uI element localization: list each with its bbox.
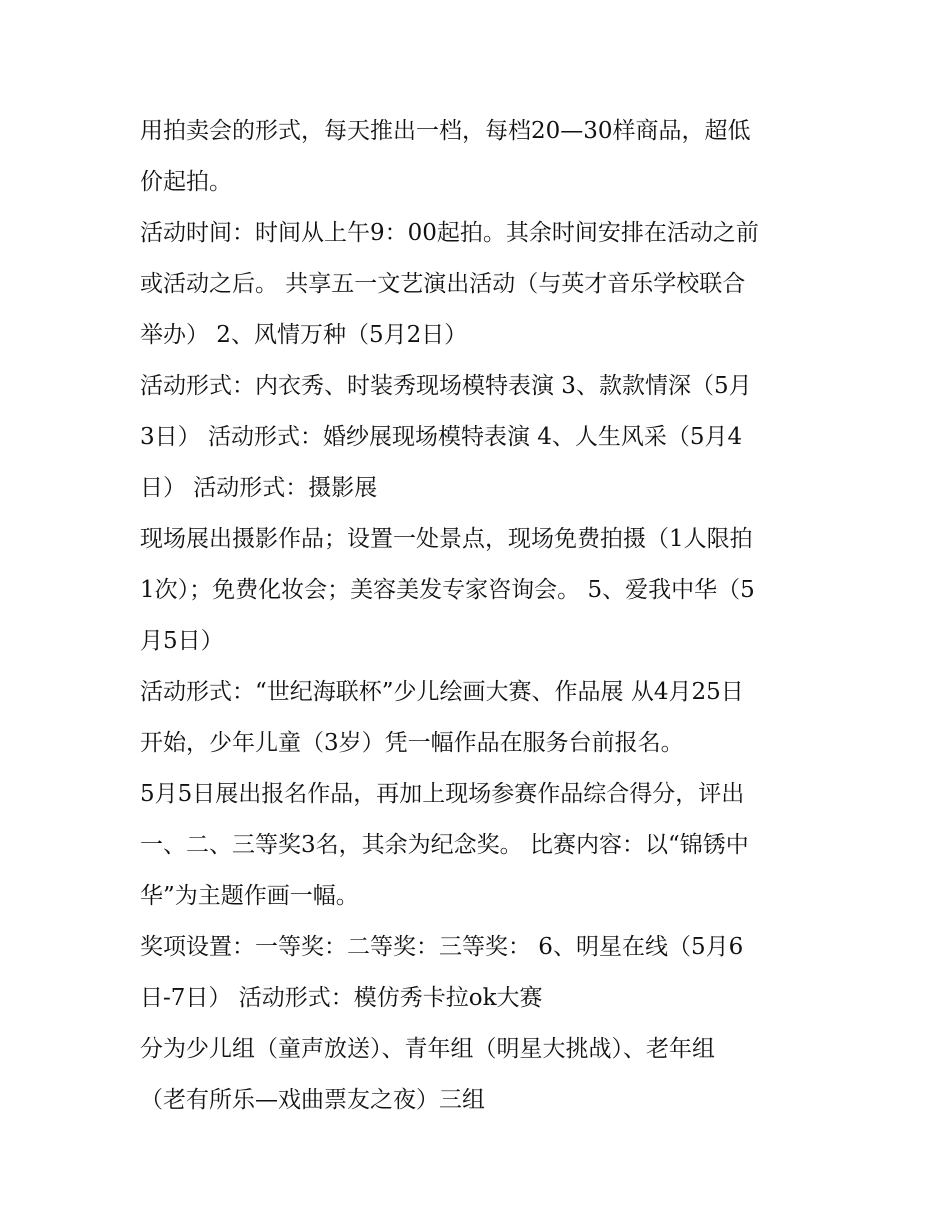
text-line: 月5日） — [140, 628, 224, 654]
text-line: 举办） 2、风情万种（5月2日） — [140, 322, 468, 348]
text-line: 活动形式：“世纪海联杯”少儿绘画大赛、作品展 从4月25日 — [140, 679, 744, 705]
text-line: 或活动之后。 共享五一文艺演出活动（与英才音乐学校联合 — [140, 271, 746, 297]
text-line: 华”为主题作画一幅。 — [140, 883, 359, 909]
text-line: 价起拍。 — [140, 169, 232, 195]
text-line: 日-7日） 活动形式：模仿秀卡拉ok大赛 — [140, 985, 543, 1011]
text-line: 3日） 活动形式：婚纱展现场模特表演 4、人生风采（5月4 — [140, 424, 743, 450]
text-line: 现场展出摄影作品；设置一处景点，现场免费拍摄（1人限拍 — [140, 526, 753, 552]
text-line: 活动时间：时间从上午9：00起拍。其余时间安排在活动之前 — [140, 220, 759, 246]
text-line: 一、二、三等奖3名，其余为纪念奖。 比赛内容：以“锦锈中 — [140, 832, 749, 858]
text-line: 奖项设置：一等奖：二等奖：三等奖： 6、明星在线（5月6 — [140, 934, 744, 960]
text-line: 活动形式：内衣秀、时装秀现场模特表演 3、款款情深（5月 — [140, 373, 752, 399]
text-line: 用拍卖会的形式，每天推出一档，每档20—30样商品，超低 — [140, 118, 751, 144]
text-line: 5月5日展出报名作品，再加上现场参赛作品综合得分，评出 — [140, 781, 745, 807]
document-body — [140, 106, 812, 1126]
text-line: 1次）；免费化妆会；美容美发专家咨询会。 5、爱我中华（5 — [140, 577, 755, 603]
text-line: （老有所乐—戏曲票友之夜）三组 — [140, 1087, 485, 1113]
text-line: 分为少儿组（童声放送）、青年组（明星大挑战）、老年组 — [140, 1036, 715, 1062]
text-line: 开始，少年儿童（3岁）凭一幅作品在服务台前报名。 — [140, 730, 684, 756]
text-line: 日） 活动形式：摄影展 — [140, 475, 378, 501]
